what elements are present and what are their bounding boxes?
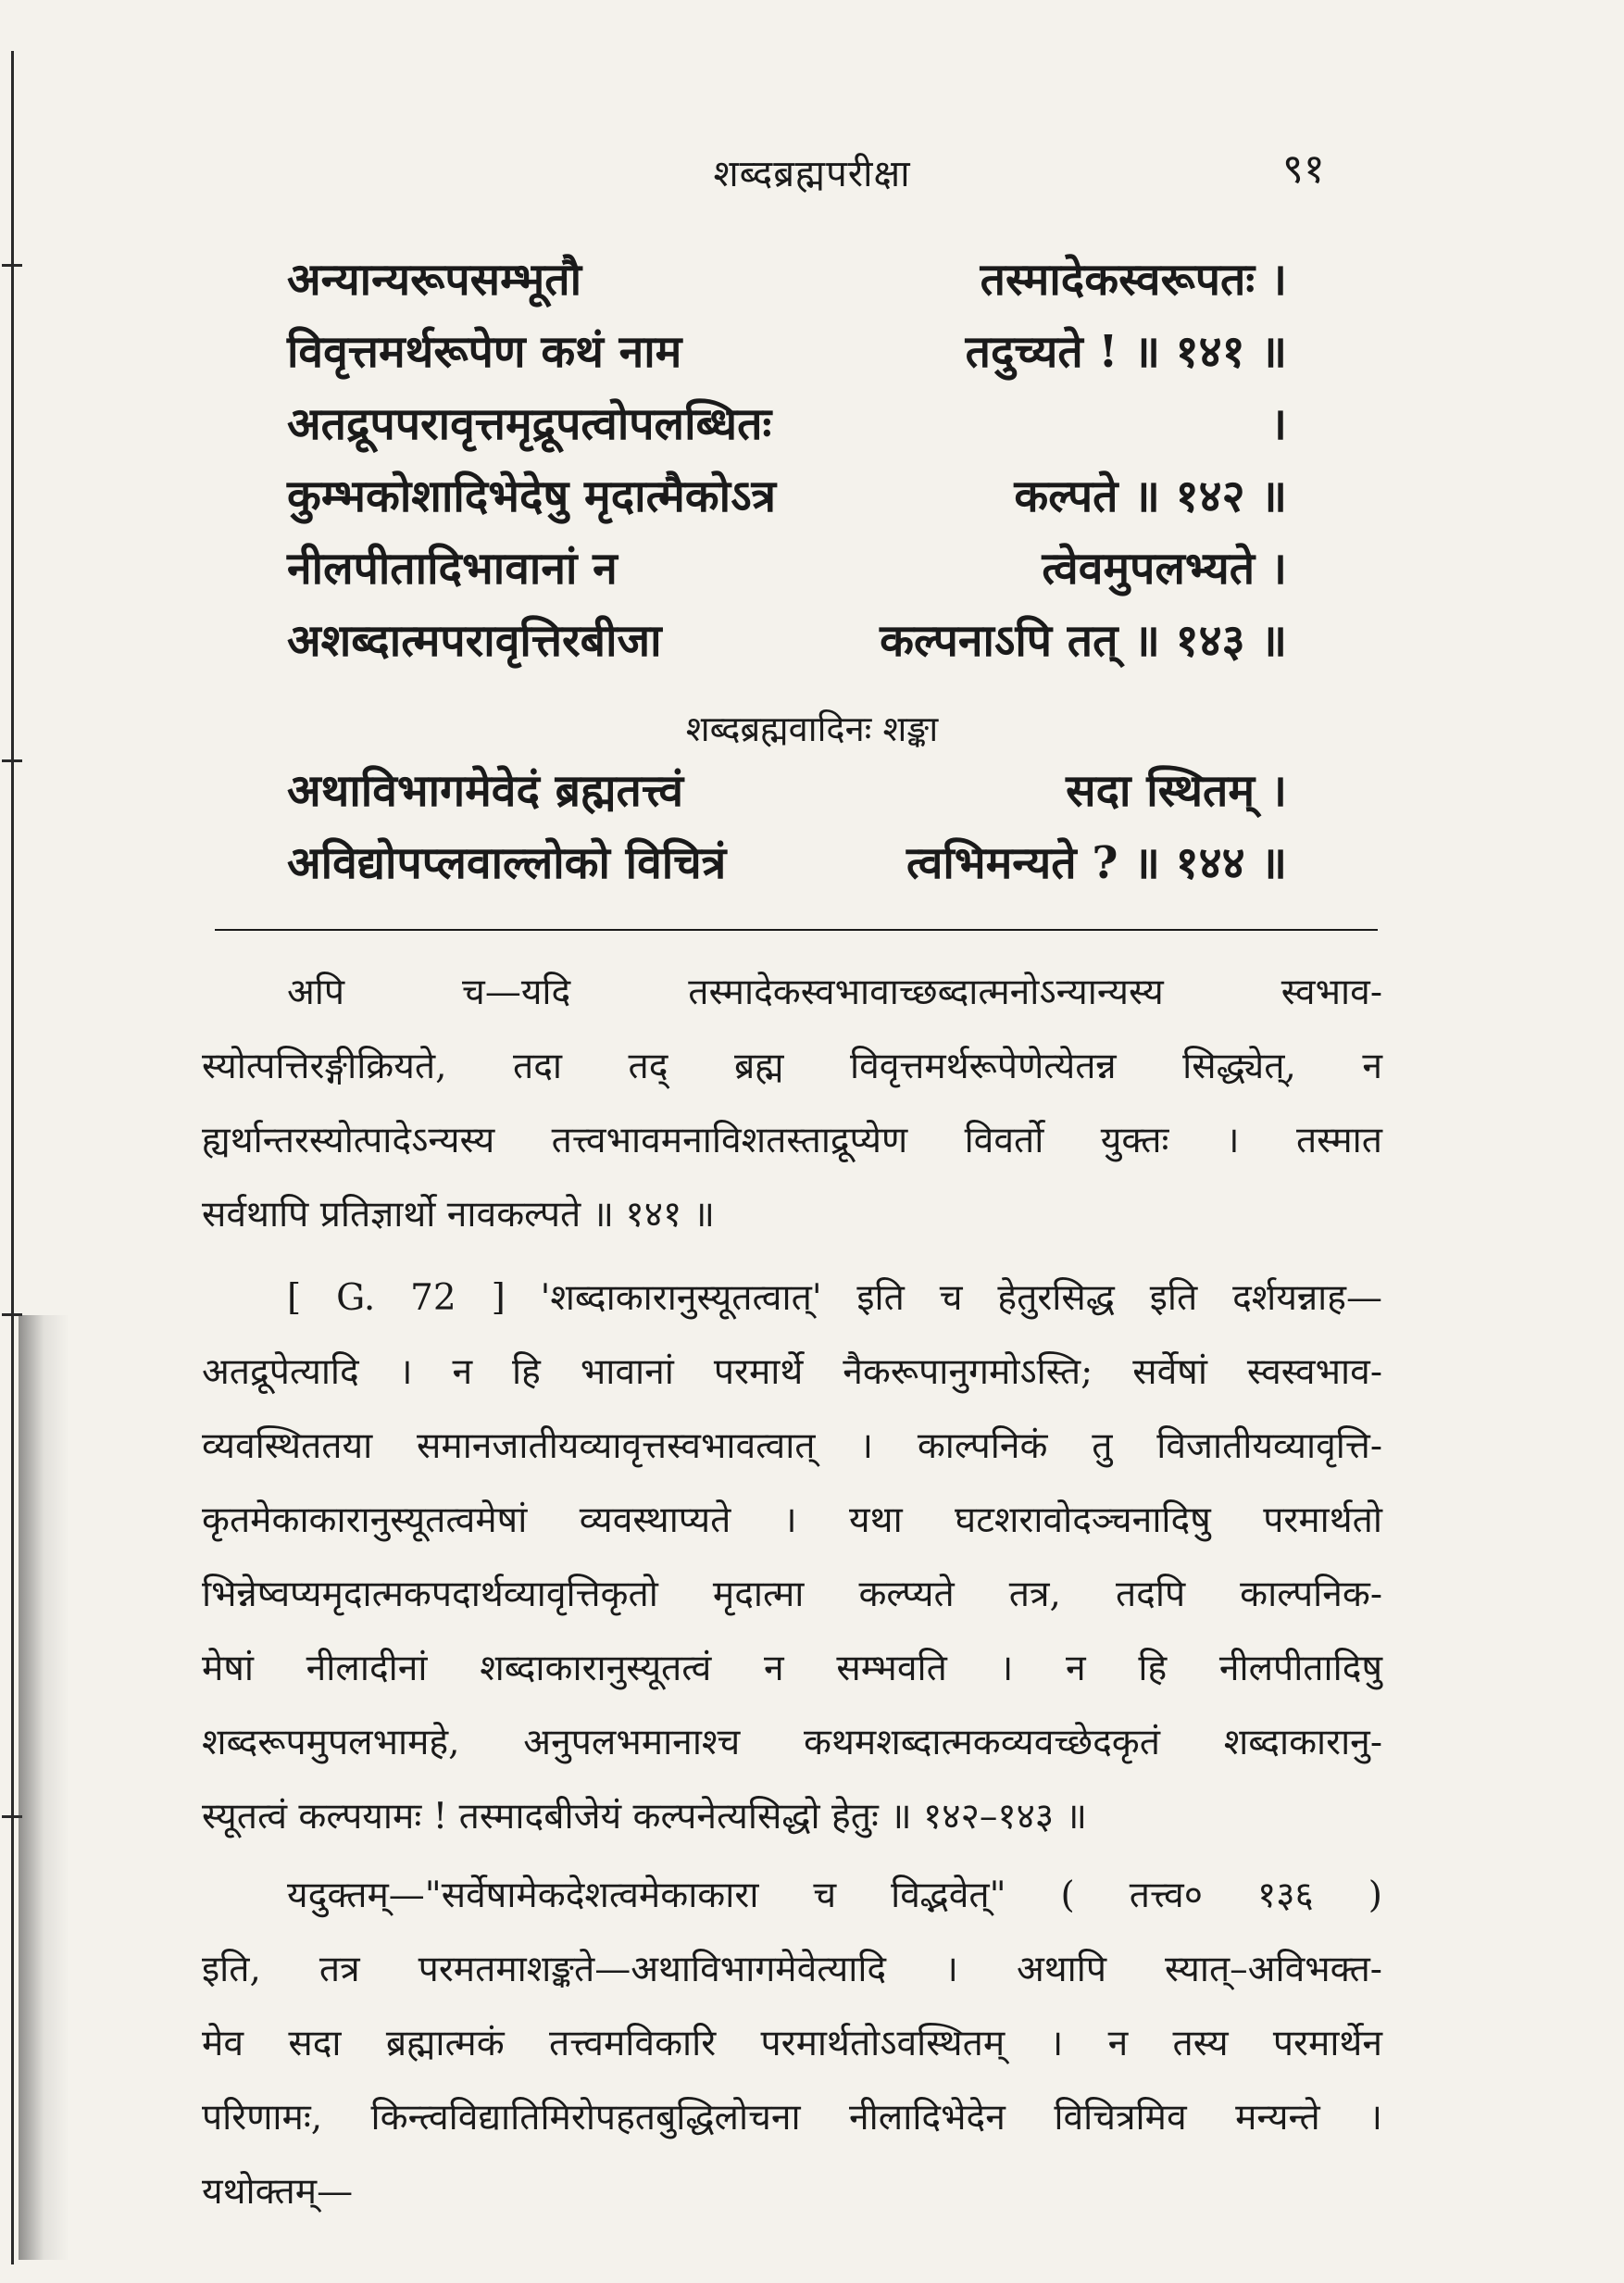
verse-first-half: विवृत्तमर्थरूपेण कथं नाम bbox=[287, 326, 682, 378]
commentary-line: कृतमेकाकारानुस्यूतत्वमेषां व्यवस्थाप्यते । यथा घटशरावोदञ्चनादिषु परमार्थतो bbox=[202, 1499, 1382, 1541]
commentary-line: स्योत्पत्तिरङ्गीक्रियते, तदा तद् ब्रह्म विवृत्तमर्थरूपेणेत्येतन्न सिद्ध्येत्, न bbox=[202, 1046, 1382, 1087]
commentary-line: यथोक्तम्— bbox=[202, 2171, 354, 2213]
commentary-line: मेव सदा ब्रह्मात्मकं तत्त्वमविकारि परमार्थतोऽवस्थितम् । न तस्य परमार्थेन bbox=[202, 2023, 1382, 2064]
commentary-line: [ G. 72 ] 'शब्दाकारानुस्यूतत्वात्' इति च हेतुरसिद्ध इति दर्शयन्नाह— bbox=[287, 1277, 1382, 1319]
commentary-line: अपि च—यदि तस्मादेकस्वभावाच्छब्दात्मनोऽन्यान्यस्य स्वभाव- bbox=[287, 972, 1382, 1013]
verse-line bbox=[287, 250, 1287, 309]
verse-line bbox=[287, 539, 1287, 598]
verse-second-half: सदा स्थितम् । bbox=[1066, 765, 1287, 817]
verse-line bbox=[287, 467, 1287, 526]
commentary-line: परिणामः, किन्त्वविद्यातिमिरोपहतबुद्धिलोचना नीलादिभेदेन विचित्रमिव मन्यन्ते । bbox=[202, 2097, 1382, 2139]
commentary-line: इति, तत्र परमतमाशङ्कते—अथाविभागमेवेत्यादि । अथापि स्यात्–अविभक्त- bbox=[202, 1949, 1382, 1990]
verse-first-half: नीलपीतादिभावानां न bbox=[287, 543, 618, 595]
verse-second-half: त्वेवमुपलभ्यते । bbox=[1042, 543, 1287, 595]
verse-first-half: कुम्भकोशादिभेदेषु मृदात्मैकोऽत्र bbox=[287, 470, 777, 522]
binding-tick bbox=[2, 759, 22, 762]
verse-first-half: अशब्दात्मपरावृत्तिरबीजा bbox=[287, 615, 662, 667]
verse-line bbox=[287, 761, 1287, 821]
binding-edge bbox=[11, 51, 14, 2264]
commentary-line: यदुक्तम्—"सर्वेषामेकदेशत्वमेकाकारा च विद्भवेत्" ( तत्त्व० १३६ ) bbox=[287, 1875, 1382, 1916]
commentary-line: भिन्नेष्वप्यमृदात्मकपदार्थव्यावृत्तिकृतो मृदात्मा कल्प्यते तत्र, तदपि काल्पनिक- bbox=[202, 1574, 1382, 1615]
verse-second-half: तस्मादेकस्वरूपतः । bbox=[980, 254, 1287, 306]
commentary-line: स्यूतत्वं कल्पयामः ! तस्मादबीजेयं कल्पनेत्यसिद्धो हेतुः ॥ १४२–१४३ ॥ bbox=[202, 1796, 1087, 1838]
verse-second-half: तदुच्यते ! ॥ १४१ ॥ bbox=[965, 326, 1287, 378]
commentary-line: ह्यर्थान्तरस्योत्पादेऽन्यस्य तत्त्वभावमनाविशतस्ताद्रूप्येण विवर्तो युक्तः । तस्मात bbox=[202, 1120, 1382, 1161]
commentary-line: शब्दरूपमुपलभामहे, अनुपलभमानाश्च कथमशब्दात्मकव्यवच्छेदकृतं शब्दाकारानु- bbox=[202, 1722, 1382, 1763]
verse-second-half: । bbox=[1269, 398, 1287, 450]
verse-line bbox=[287, 322, 1287, 382]
verse-first-half: अथाविभागमेवेदं ब्रह्मतत्त्वं bbox=[287, 765, 684, 817]
verse-first-half: अन्यान्यरूपसम्भूतौ bbox=[287, 254, 582, 306]
commentary-line: मेषां नीलादीनां शब्दाकारानुस्यूतत्वं न सम्भवति । न हि नीलपीतादिषु bbox=[202, 1648, 1382, 1689]
page-number: ९१ bbox=[1282, 145, 1325, 193]
verse-second-half: कल्पते ॥ १४२ ॥ bbox=[1014, 470, 1287, 522]
binding-tick bbox=[2, 264, 22, 267]
verse-first-half: अविद्योपप्लवाल्लोको विचित्रं bbox=[287, 837, 727, 889]
commentary-line: व्यवस्थिततया समानजातीयव्यावृत्तस्वभावत्वात् । काल्पनिकं तु विजातीयव्यावृत्ति- bbox=[202, 1425, 1382, 1467]
verse-second-half: त्वभिमन्यते ? ॥ १४४ ॥ bbox=[906, 837, 1287, 889]
section-subheading: शब्दब्रह्मवादिनः शङ्का bbox=[685, 709, 939, 749]
binding-shadow bbox=[19, 1315, 69, 2260]
commentary-line: सर्वथापि प्रतिज्ञार्थो नावकल्पते ॥ १४१ ॥ bbox=[202, 1194, 716, 1236]
verse-line bbox=[287, 834, 1287, 893]
verse-second-half: कल्पनाऽपि तत् ॥ १४३ ॥ bbox=[880, 615, 1287, 667]
verse-line bbox=[287, 395, 1287, 454]
verse-commentary-divider bbox=[215, 929, 1378, 931]
verse-first-half: अतद्रूपपरावृत्तमृद्रूपत्वोपलब्धितः bbox=[287, 398, 772, 450]
running-header: शब्दब्रह्मपरीक्षा bbox=[713, 153, 911, 195]
verse-line bbox=[287, 611, 1287, 671]
commentary-line: अतद्रूपेत्यादि । न हि भावानां परमार्थे नैकरूपानुगमोऽस्ति; सर्वेषां स्वस्वभाव- bbox=[202, 1351, 1382, 1393]
